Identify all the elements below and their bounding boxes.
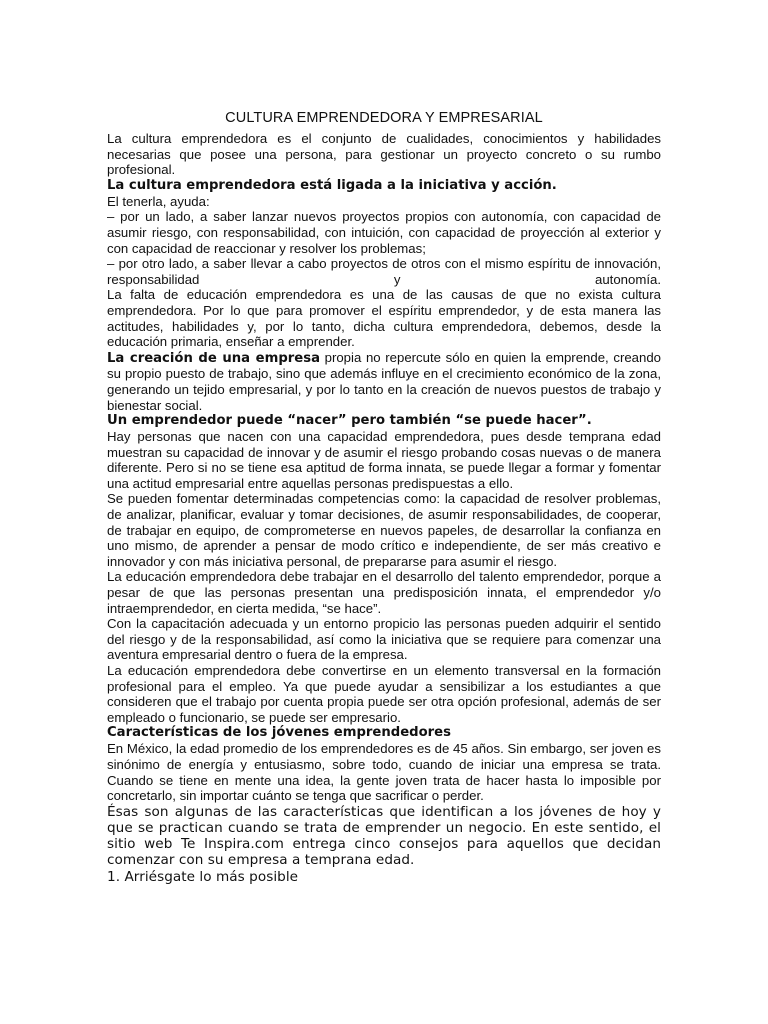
paragraph-caracteristicas: Ésas son algunas de las características que identifican a los jóvenes de hoy y que se practican cuando se trata de emprender un negocio. En este sentido, el sitio web Te Inspira.com entrega cinco consejos para aquellos que decidan comenzar con su empresa a temprana edad. xyxy=(107,803,661,869)
paragraph-por-otro-lado: – por otro lado, a saber llevar a cabo proyectos de otros con el mismo espíritu de innovación, responsabilidad y autonomía. xyxy=(107,256,661,287)
heading-emprendedor-nacer: Un emprendedor puede “nacer” pero también “se puede hacer”. xyxy=(107,413,592,429)
heading-jovenes: Características de los jóvenes emprendedores xyxy=(107,725,451,741)
document-title: CULTURA EMPRENDEDORA Y EMPRESARIAL xyxy=(225,110,543,126)
bold-creacion-empresa: La creación de una empresa xyxy=(107,350,320,366)
document-body xyxy=(107,110,661,885)
paragraph-tenerla: El tenerla, ayuda: xyxy=(107,193,210,209)
paragraph-creacion-empresa xyxy=(107,350,661,413)
heading-cultura-ligada: La cultura emprendedora está ligada a la iniciativa y acción. xyxy=(107,177,557,193)
paragraph-intro: La cultura emprendedora es el conjunto de cualidades, conocimientos y habilidades necesarias que posee una persona, para gestionar un proyecto concreto o su rumbo profesional. xyxy=(107,131,661,178)
paragraph-capacidad-innata: Hay personas que nacen con una capacidad emprendedora, pues desde temprana edad muestran su capacidad de innovar y de asumir el riesgo probando cosas nuevas o de manera diferente. Pero si no se tiene esa aptitud de forma innata, se puede llegar a formar y fomentar una actitud empresarial entre aquellas personas predispuestas a ello. xyxy=(107,429,661,491)
list-item-arriesgate: 1. Arriésgate lo más posible xyxy=(107,868,299,885)
paragraph-falta-educacion: La falta de educación emprendedora es una de las causas de que no exista cultura emprendedora. Por lo que para promover el espíritu emprendedor, y de esta manera las actitudes, habilidades y, por lo tanto, dicha cultura emprendedora, debemos, desde la educación primaria, enseñar a emprender. xyxy=(107,287,661,350)
paragraph-por-un-lado: – por un lado, a saber lanzar nuevos proyectos propios con autonomía, con capacidad de asumir riesgo, con responsabilidad, con intuición, con capacidad de proyección al exterior y con capacidad de reaccionar y resolver los problemas; xyxy=(107,209,661,256)
paragraph-capacitacion: Con la capacitación adecuada y un entorno propicio las personas pueden adquirir el sentido del riesgo y de la responsabilidad, así como la iniciativa que se requiere para comenzar una aventura empresarial dentro o fuera de la empresa. xyxy=(107,616,661,663)
text-creacion-empresa: propia no repercute sólo en quien la emprende, creando su propio puesto de trabajo, sino que además influye en el crecimiento económico de la zona, generando un tejido empresarial, y por lo tanto en la creación de nuevos puestos de trabajo y bienestar social. xyxy=(107,349,662,413)
paragraph-competencias: Se pueden fomentar determinadas competencias como: la capacidad de resolver problemas, de analizar, planificar, evaluar y tomar decisiones, de asumir responsabilidades, de cooperar, de trabajar en equipo, de comprometerse en nuevos papeles, de desarrollar la confianza en uno mismo, de aprender a pensar de modo crítico e independiente, de ser más creativo e innovador y con más iniciativa personal, de prepararse para asumir el riesgo. xyxy=(107,491,661,569)
paragraph-transversal: La educación emprendedora debe convertirse en un elemento transversal en la formación profesional para el empleo. Ya que puede ayudar a sensibilizar a los estudiantes a que consideren que el trabajo por cuenta propia puede ser otra opción profesional, además de ser empleado o funcionario, se puede ser empresario. xyxy=(107,663,661,725)
paragraph-mexico: En México, la edad promedio de los emprendedores es de 45 años. Sin embargo, ser joven es sinónimo de energía y entusiasmo, sobre todo, cuando de iniciar una empresa se trata. Cuando se tiene en mente una idea, la gente joven trata de hacer hasta lo imposible por concretarlo, sin importar cuánto se tenga que sacrificar o perder. xyxy=(107,741,661,804)
paragraph-talento: La educación emprendedora debe trabajar en el desarrollo del talento emprendedor, porque a pesar de que las personas presentan una predisposición innata, el emprendedor y/o intraemprendedor, en cierta medida, “se hace”. xyxy=(107,569,661,616)
